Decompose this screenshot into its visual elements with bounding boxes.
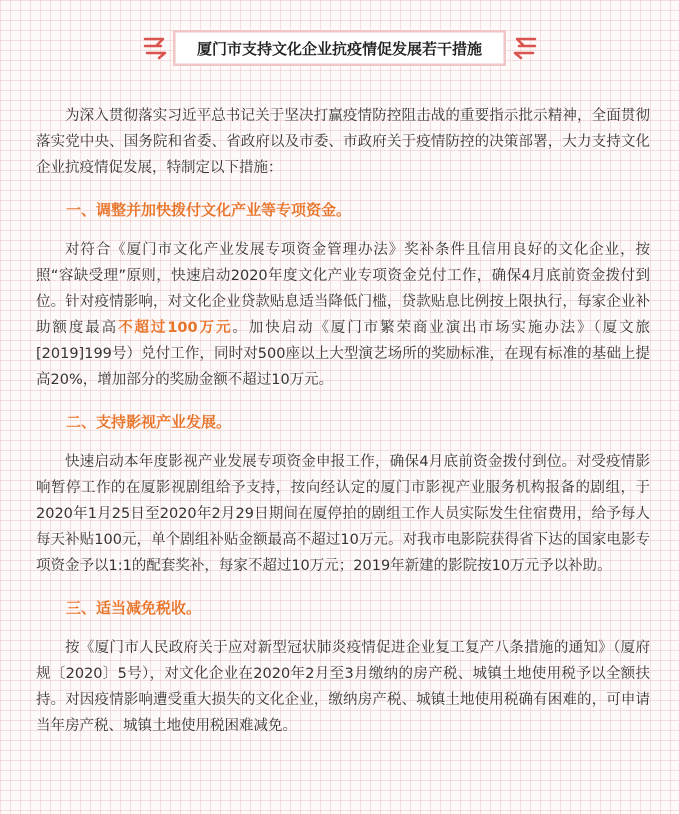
speed-lines-left-icon (143, 36, 169, 60)
section-1-highlight: 不超过100万元 (118, 320, 233, 336)
section-heading-2: 二、支持影视产业发展。 (66, 413, 232, 431)
section-1-text-a: 对符合《厦门市文化产业发展专项资金管理办法》奖补条件且信用良好的文化企业，按照“容缺受理”原则，快速启动2020年度文化产业专项资金兑付工作，确保4月底前资金拨付到位。针对疫情影响，对文化企业贷款贴息适当降低门槛，贷款贴息比例按上限执行，每家企业补助额度最高 (36, 242, 650, 336)
section-1-text-b: 。加快启动《厦门市繁荣商业演出市场实施办法》（厦文旅[2019]199号）兑付工作，同时对500座以上大型演艺场所的奖励标准，在现有标准的基础上提高20%，增加部分的奖励金额不超过10万元。 (36, 320, 651, 388)
intro-paragraph: 为深入贯彻落实习近平总书记关于坚决打赢疫情防控阻击战的重要指示批示精神，全面贯彻落实党中央、国务院和省委、省政府以及市委、市政府关于疫情防控的决策部署，大力支持文化企业抗疫情促发展，特制定以下措施： (36, 108, 650, 176)
title-box (173, 30, 506, 66)
section-paragraph-3: 按《厦门市人民政府关于应对新型冠状肺炎疫情促进企业复工复产八条措施的通知》（厦府规〔2020〕5号），对文化企业在2020年2月至3月缴纳的房产税、城镇土地使用税予以全额扶持。对因疫情影响遭受重大损失的文化企业，缴纳房产税、城镇土地使用税确有困难的，可申请当年房产税、城镇土地使用税困难减免。 (36, 640, 650, 734)
section-heading-1: 一、调整并加快拨付文化产业等专项资金。 (66, 201, 352, 219)
page-title: 厦门市支持文化企业抗疫情促发展若干措施 (175, 32, 504, 64)
section-paragraph-1 (36, 237, 650, 393)
section-heading-3: 三、适当减免税收。 (66, 599, 202, 617)
article-body (36, 103, 650, 739)
title-banner (0, 30, 679, 70)
section-paragraph-2: 快速启动本年度影视产业发展专项资金申报工作，确保4月底前资金拨付到位。对受疫情影响暂停工作的在厦影视剧组给予支持，按向经认定的厦门市影视产业服务机构报备的剧组，于2020年1月25日至2020年2月29日期间在厦停拍的剧组工作人员实际发生住宿费用，给予每人每天补贴100元，单个剧组补贴金额最高不超过10万元。对我市电影院获得省下达的国家电影专项资金予以1:1的配套奖补，每家不超过10万元；2019年新建的影院按10万元予以补助。 (36, 454, 650, 574)
speed-lines-right-icon (511, 36, 537, 60)
